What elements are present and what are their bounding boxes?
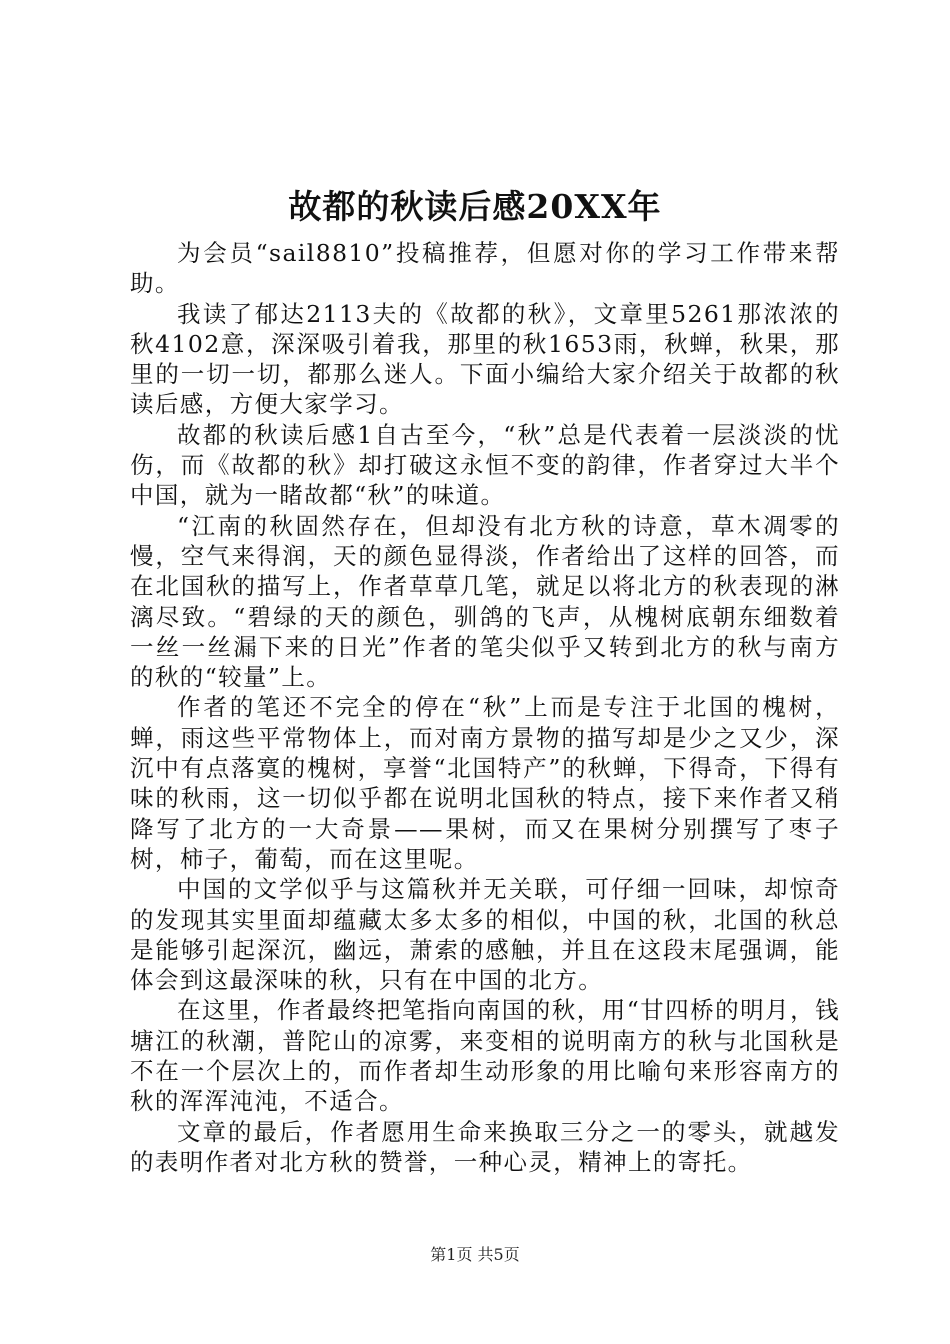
document-body bbox=[130, 238, 840, 1177]
paragraph: 为会员“sail8810”投稿推荐，但愿对你的学习工作带来帮助。 bbox=[130, 239, 840, 298]
paragraph: 在这里，作者最终把笔指向南国的秋，用“甘四桥的明月，钱塘江的秋潮，普陀山的凉雾，来变相的说明南方的秋与北国秋是不在一个层次上的，而作者却生动形象的用比喻句来形容南方的秋的浑浑沌沌，不适合。 bbox=[130, 996, 840, 1116]
paragraph: 作者的笔还不完全的停在“秋”上而是专注于北国的槐树，蝉，雨这些平常物体上，而对南方景物的描写却是少之又少，深沉中有点落寞的槐树，享誉“北国特产”的秋蝉，下得奇，下得有味的秋雨，这一切似乎都在说明北国秋的特点，接下来作者又稍降写了北方的一大奇景——果树，而又在果树分别撰写了枣子树，柿子，葡萄，而在这里呢。 bbox=[130, 693, 840, 873]
paragraph: 中国的文学似乎与这篇秋并无关联，可仔细一回味，却惊奇的发现其实里面却蕴藏太多太多的相似，中国的秋，北国的秋总是能够引起深沉，幽远，萧索的感触，并且在这段末尾强调，能体会到这最深味的秋，只有在中国的北方。 bbox=[130, 875, 840, 995]
paragraph: 我读了郁达2113夫的《故都的秋》，文章里5261那浓浓的秋4102意，深深吸引着我，那里的秋1653雨，秋蝉，秋果，那里的一切一切，都那么迷人。下面小编给大家介绍关于故都的秋读后感，方便大家学习。 bbox=[130, 299, 840, 419]
page-number-footer: 第1页 共5页 bbox=[430, 1245, 520, 1264]
paragraph: “江南的秋固然存在，但却没有北方秋的诗意，草木凋零的慢，空气来得润，天的颜色显得淡，作者给出了这样的回答，而在北国秋的描写上，作者草草几笔，就足以将北方的秋表现的淋漓尽致。“碧绿的天的颜色，驯鸽的飞声，从槐树底朝东细数着一丝一丝漏下来的日光”作者的笔尖似乎又转到北方的秋与南方的秋的“较量”上。 bbox=[130, 511, 840, 692]
paragraph: 文章的最后，作者愿用生命来换取三分之一的零头，就越发的表明作者对北方秋的赞誉，一种心灵，精神上的寄托。 bbox=[130, 1117, 840, 1176]
document-title: 故都的秋读后感20XX年 bbox=[288, 187, 662, 226]
paragraph: 故都的秋读后感1自古至今，“秋”总是代表着一层淡淡的忧伤，而《故都的秋》却打破这永恒不变的韵律，作者穿过大半个中国，就为一睹故都“秋”的味道。 bbox=[130, 420, 840, 510]
